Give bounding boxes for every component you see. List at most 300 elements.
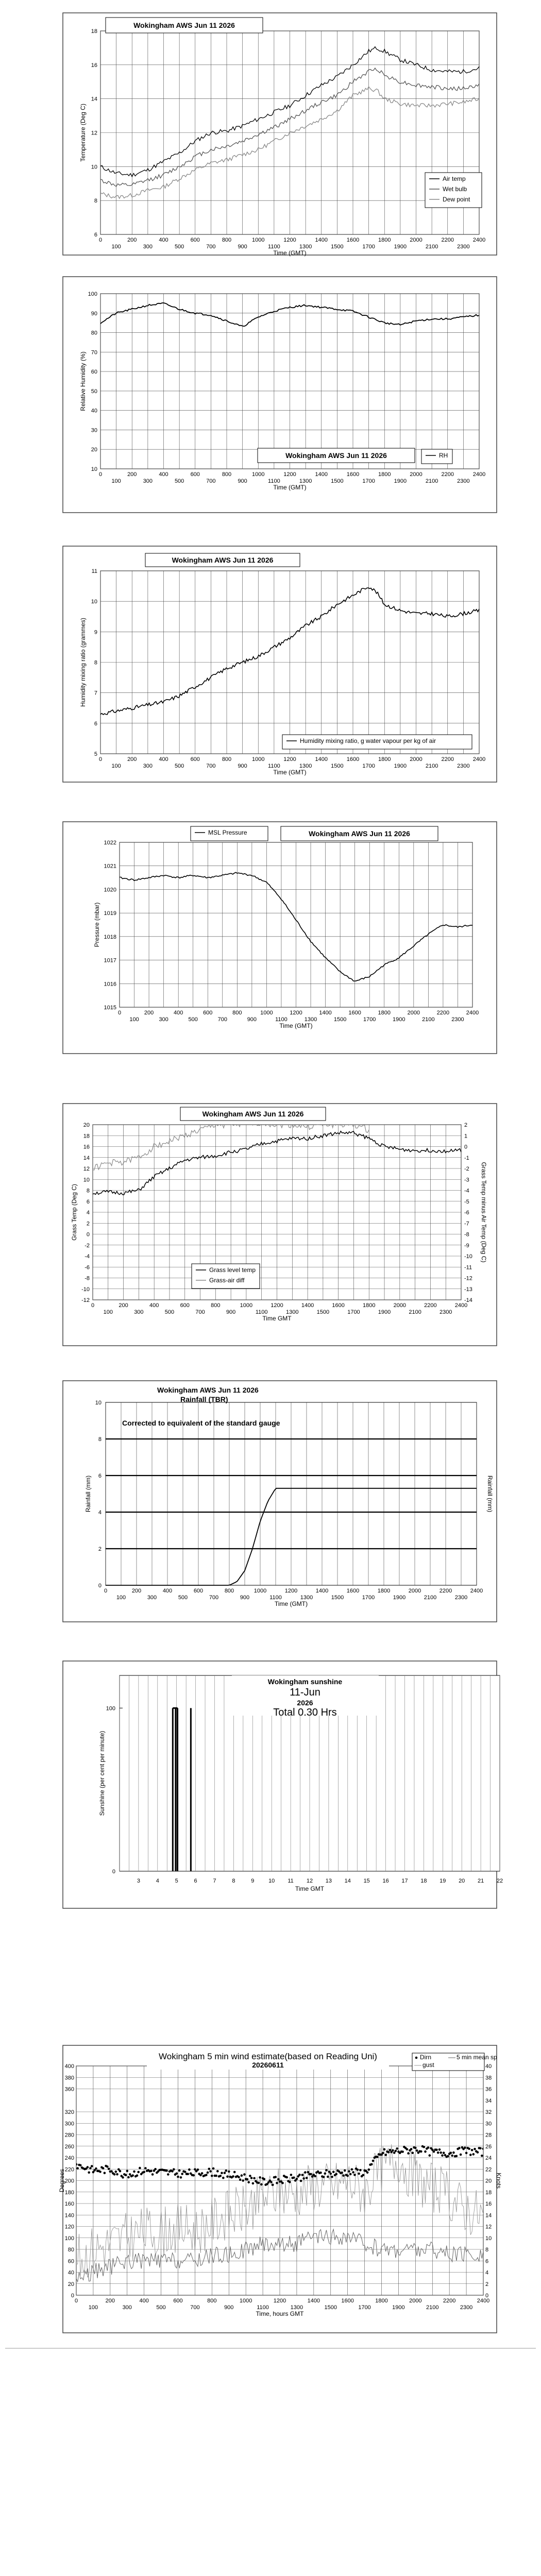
direction-point: [224, 2172, 226, 2174]
direction-point: [139, 2167, 141, 2170]
direction-point: [79, 2164, 82, 2167]
x-tick-label: 2400: [472, 237, 486, 243]
x-tick-label: 10: [268, 1878, 275, 1884]
x-axis-label: Time (GMT): [274, 1600, 308, 1607]
x-tick-label: 20: [459, 1878, 465, 1884]
direction-point: [106, 2165, 109, 2168]
y-axis-label: Degrees: [58, 2168, 65, 2193]
direction-point: [131, 2174, 134, 2177]
x-tick-label: 600: [190, 471, 200, 478]
y-right-tick-label: 26: [485, 2143, 492, 2150]
x-tick-label: 300: [134, 1309, 144, 1315]
x-tick-label: 100: [111, 478, 121, 484]
x-tick-label: 1600: [332, 1302, 345, 1309]
chart-title: Wokingham AWS Jun 11 2026: [172, 556, 274, 564]
y-tick-label: 10: [95, 1400, 102, 1406]
y-tick-label: 16: [83, 1144, 90, 1150]
chart-title: Wokingham AWS Jun 11 2026: [133, 21, 235, 29]
direction-point: [455, 2155, 458, 2158]
direction-point: [184, 2171, 187, 2173]
y-right-tick-label: -13: [464, 1286, 472, 1293]
x-tick-label: 1600: [341, 2298, 354, 2304]
direction-point: [438, 2148, 441, 2151]
x-tick-label: 300: [143, 478, 153, 484]
direction-point: [211, 2175, 213, 2177]
x-tick-label: 16: [382, 1878, 389, 1884]
y-axis-label: Relative Humidity (%): [79, 351, 87, 411]
direction-point: [99, 2171, 102, 2173]
x-tick-label: 1600: [346, 237, 360, 243]
x-tick-label: 1000: [252, 471, 265, 478]
y-tick-label: -6: [84, 1264, 90, 1271]
direction-point: [302, 2177, 305, 2180]
y-tick-label: 14: [83, 1155, 90, 1161]
direction-point: [177, 2176, 179, 2178]
direction-point: [258, 2182, 260, 2184]
direction-point: [76, 2167, 79, 2170]
x-tick-label: 800: [222, 237, 232, 243]
direction-point: [468, 2148, 470, 2150]
x-tick-label: 200: [144, 1010, 154, 1016]
y-right-tick-label: -1: [464, 1155, 469, 1161]
x-tick-label: 1500: [316, 1309, 330, 1315]
direction-point: [427, 2146, 430, 2149]
x-tick-label: 2100: [425, 763, 438, 769]
direction-point: [412, 2151, 414, 2154]
chart-title: Wokingham AWS Jun 11 2026: [309, 829, 410, 838]
x-tick-label: 2400: [470, 1588, 483, 1594]
direction-point: [144, 2167, 147, 2170]
y-tick-label: 1016: [104, 981, 116, 988]
y-tick-label: -4: [84, 1253, 90, 1260]
y-right-tick-label: 40: [485, 2063, 492, 2070]
x-tick-label: 700: [190, 2304, 200, 2311]
x-tick-label: 200: [127, 756, 137, 762]
direction-point: [441, 2155, 444, 2157]
direction-point: [328, 2171, 331, 2173]
direction-point: [242, 2179, 244, 2182]
x-tick-label: 2200: [441, 237, 454, 243]
direction-point: [304, 2171, 307, 2174]
direction-point: [414, 2147, 417, 2149]
direction-point: [474, 2148, 476, 2150]
direction-point: [150, 2170, 153, 2173]
y-axis-label: Pressure (mbar): [93, 902, 100, 947]
direction-point: [451, 2155, 453, 2157]
x-tick-label: 2400: [472, 471, 486, 478]
y-axis-label: Sunshine (per cent per minute): [98, 1731, 106, 1816]
direction-point: [357, 2168, 359, 2171]
y-tick-label: 0: [71, 2293, 74, 2299]
x-tick-label: 1400: [315, 471, 328, 478]
x-tick-label: 2000: [410, 756, 422, 762]
x-tick-label: 1300: [300, 1595, 313, 1601]
direction-point: [346, 2175, 349, 2177]
y-right-tick-label: 30: [485, 2121, 492, 2127]
x-tick-label: 1500: [331, 1595, 344, 1601]
direction-point: [259, 2176, 261, 2179]
chart-title: Wokingham AWS Jun 11 2026: [202, 1110, 304, 1118]
x-tick-label: 15: [363, 1878, 370, 1884]
x-tick-label: 400: [162, 1588, 173, 1594]
chart-date: 11-Jun: [290, 1687, 320, 1698]
x-tick-label: 2100: [425, 478, 438, 484]
x-tick-label: 1300: [304, 1016, 317, 1023]
x-tick-label: 4: [156, 1878, 159, 1884]
x-tick-label: 1800: [377, 1588, 391, 1594]
y-tick-label: 11: [91, 568, 97, 574]
x-tick-label: 200: [127, 237, 137, 243]
direction-point: [249, 2175, 251, 2177]
x-tick-label: 1700: [358, 2304, 371, 2311]
direction-point: [383, 2148, 386, 2151]
direction-point: [108, 2168, 110, 2171]
direction-point: [154, 2168, 157, 2171]
y-right-tick-label: 14: [485, 2212, 492, 2219]
x-tick-label: 200: [119, 1302, 128, 1309]
direction-point: [129, 2173, 131, 2176]
x-tick-label: 2200: [424, 1302, 437, 1309]
direction-point: [290, 2174, 293, 2176]
chart-total: Total 0.30 Hrs: [273, 1707, 337, 1718]
x-axis-label: Time (GMT): [273, 249, 307, 257]
x-tick-label: 600: [203, 1010, 213, 1016]
x-tick-label: 2000: [410, 471, 422, 478]
x-tick-label: 12: [306, 1878, 313, 1884]
x-tick-label: 5: [175, 1878, 178, 1884]
y-tick-label: 6: [94, 232, 97, 238]
direction-point: [435, 2148, 438, 2151]
chart-title: Wokingham AWS Jun 11 2026: [157, 1386, 259, 1394]
y-right-tick-label: -10: [464, 1253, 472, 1260]
x-axis-label: Time (GMT): [273, 769, 307, 776]
direction-point: [226, 2175, 229, 2178]
x-tick-label: 1700: [362, 244, 375, 250]
y-right-tick-label: 18: [485, 2189, 492, 2196]
direction-point: [250, 2177, 253, 2179]
direction-point: [293, 2177, 295, 2179]
x-tick-label: 500: [188, 1016, 198, 1023]
direction-point: [205, 2174, 208, 2176]
direction-point: [91, 2165, 93, 2167]
x-tick-label: 6: [194, 1878, 197, 1884]
direction-point: [115, 2171, 117, 2173]
y-right-tick-label: 2: [485, 2281, 489, 2287]
direction-point: [241, 2174, 243, 2177]
x-tick-label: 1900: [394, 244, 407, 250]
direction-point: [370, 2163, 373, 2166]
direction-point: [401, 2150, 404, 2153]
direction-point: [125, 2174, 127, 2176]
y-tick-label: 10: [91, 466, 97, 472]
x-tick-label: 0: [98, 756, 103, 762]
direction-point: [458, 2147, 461, 2149]
x-tick-label: 900: [224, 2304, 234, 2311]
direction-point: [102, 2167, 105, 2170]
x-tick-label: 2400: [477, 2298, 490, 2304]
y-tick-label: 4: [86, 1210, 90, 1216]
direction-point: [384, 2154, 387, 2156]
x-tick-label: 1800: [378, 756, 391, 762]
direction-point: [366, 2172, 369, 2174]
direction-point: [335, 2173, 337, 2176]
x-tick-label: 2000: [393, 1302, 407, 1309]
x-tick-label: 200: [105, 2298, 115, 2304]
y-axis-label: Grass Temp (Deg C): [71, 1184, 78, 1241]
y-right-tick-label: 20: [485, 2178, 492, 2184]
direction-point: [165, 2170, 168, 2172]
legend-entry: RH: [439, 452, 448, 459]
x-tick-label: 22: [496, 1878, 503, 1884]
y-tick-label: 6: [94, 720, 97, 727]
legend-entry: Dirn: [420, 2054, 432, 2061]
x-tick-label: 1600: [346, 756, 360, 762]
x-tick-label: 7: [213, 1878, 216, 1884]
x-tick-label: 1400: [315, 237, 328, 243]
x-tick-label: 9: [251, 1878, 255, 1884]
direction-point: [358, 2173, 360, 2175]
x-tick-label: 2300: [460, 2304, 473, 2311]
y-right-axis-label: Rainfall (mm): [486, 1475, 494, 1513]
x-tick-label: 2300: [457, 478, 470, 484]
direction-point: [460, 2154, 462, 2156]
legend-swatch: [415, 2057, 418, 2059]
legend-entry: Dew point: [443, 196, 470, 203]
direction-point: [219, 2175, 222, 2177]
chart-title: Wokingham 5 min wind estimate(based on Reading Uni): [159, 2052, 377, 2061]
direction-point: [188, 2168, 191, 2171]
chart-panel-4: [63, 822, 497, 1054]
y-tick-label: 12: [91, 130, 97, 137]
y-tick-label: 40: [91, 408, 97, 414]
x-tick-label: 2400: [454, 1302, 468, 1309]
direction-point: [225, 2170, 228, 2172]
x-tick-label: 0: [91, 1302, 95, 1309]
x-tick-label: 1400: [307, 2298, 320, 2304]
y-tick-label: 6: [98, 1473, 102, 1479]
direction-point: [406, 2148, 409, 2151]
y-right-tick-label: 12: [485, 2224, 492, 2230]
y-right-tick-label: 10: [485, 2235, 492, 2242]
y-tick-label: 200: [64, 2178, 74, 2184]
direction-point: [396, 2147, 398, 2150]
x-tick-label: 500: [178, 1595, 188, 1601]
x-tick-label: 700: [206, 763, 216, 769]
direction-point: [319, 2172, 322, 2174]
x-tick-label: 1000: [252, 237, 265, 243]
y-tick-label: 160: [64, 2201, 74, 2207]
y-tick-label: 18: [91, 28, 97, 35]
direction-point: [260, 2183, 263, 2186]
x-tick-label: 800: [207, 2298, 217, 2304]
x-tick-label: 1900: [394, 763, 407, 769]
direction-point: [143, 2171, 145, 2174]
direction-point: [310, 2173, 312, 2176]
x-tick-label: 400: [159, 756, 168, 762]
x-axis-label: Time GMT: [262, 1315, 292, 1322]
direction-point: [349, 2173, 352, 2176]
legend-entry: Air temp: [443, 175, 466, 182]
direction-point: [95, 2167, 97, 2170]
y-tick-label: 300: [64, 2121, 74, 2127]
y-tick-label: 8: [94, 198, 97, 205]
x-tick-label: 1200: [284, 1588, 298, 1594]
x-tick-label: 600: [190, 237, 200, 243]
direction-point: [87, 2166, 89, 2168]
y-tick-label: 5: [94, 751, 97, 757]
direction-point: [270, 2181, 273, 2183]
y-tick-label: 120: [64, 2224, 74, 2230]
direction-point: [469, 2154, 472, 2156]
x-tick-label: 2100: [425, 244, 438, 250]
x-tick-label: 800: [232, 1010, 242, 1016]
x-tick-label: 1500: [331, 478, 344, 484]
direction-point: [324, 2173, 327, 2175]
chart-title: Wokingham AWS Jun 11 2026: [285, 451, 387, 460]
direction-point: [452, 2151, 455, 2154]
x-tick-label: 400: [149, 1302, 159, 1309]
y-right-tick-label: 38: [485, 2075, 492, 2081]
y-tick-label: 1021: [104, 863, 116, 870]
x-tick-label: 1400: [319, 1010, 332, 1016]
x-tick-label: 200: [127, 471, 137, 478]
direction-point: [192, 2174, 195, 2177]
chart-panel-3: [63, 546, 497, 782]
x-tick-label: 300: [147, 1595, 157, 1601]
y-right-tick-label: -12: [464, 1275, 472, 1282]
x-tick-label: 1700: [362, 478, 375, 484]
y-tick-label: 360: [64, 2086, 74, 2093]
x-tick-label: 1500: [331, 763, 344, 769]
direction-point: [276, 2182, 278, 2184]
direction-point: [341, 2172, 343, 2174]
direction-point: [327, 2176, 329, 2178]
chart-panel-8: [58, 2045, 502, 2333]
x-tick-label: 1900: [393, 1016, 405, 1023]
direction-point: [410, 2148, 413, 2150]
x-tick-label: 600: [180, 1302, 190, 1309]
x-tick-label: 2400: [472, 756, 486, 762]
direction-point: [133, 2171, 136, 2173]
y-tick-label: 0: [98, 1583, 102, 1589]
y-axis-label: Humidity mixing ratio (grammes): [79, 618, 87, 707]
direction-point: [201, 2172, 204, 2175]
y-tick-label: -2: [84, 1242, 90, 1249]
direction-point: [277, 2178, 280, 2181]
x-tick-label: 300: [143, 763, 153, 769]
chart-title: Wokingham sunshine: [267, 1677, 343, 1686]
y-tick-label: 6: [86, 1198, 90, 1205]
x-tick-label: 0: [74, 2298, 78, 2304]
x-tick-label: 300: [159, 1016, 168, 1023]
x-tick-label: 13: [325, 1878, 332, 1884]
direction-point: [171, 2170, 174, 2173]
direction-point: [392, 2149, 394, 2152]
x-tick-label: 1200: [290, 1010, 302, 1016]
x-tick-label: 1700: [347, 1309, 360, 1315]
y-right-tick-label: 16: [485, 2201, 492, 2207]
direction-point: [197, 2168, 199, 2171]
direction-point: [314, 2175, 316, 2178]
x-tick-label: 1700: [362, 763, 375, 769]
direction-point: [307, 2171, 310, 2174]
direction-point: [443, 2151, 445, 2154]
y-tick-label: -8: [84, 1275, 90, 1282]
x-tick-label: 0: [98, 471, 103, 478]
x-tick-label: 2200: [439, 1588, 452, 1594]
direction-point: [359, 2169, 362, 2172]
x-tick-label: 2300: [457, 763, 470, 769]
chart-subtitle: 20260611: [252, 2061, 284, 2069]
x-tick-label: 1900: [378, 1309, 391, 1315]
x-tick-label: 1700: [363, 1016, 376, 1023]
chart-panel-2: [63, 277, 497, 513]
y-tick-label: 380: [64, 2075, 74, 2081]
direction-point: [330, 2173, 332, 2175]
direction-point: [194, 2168, 196, 2171]
x-axis-label: Time (GMT): [279, 1022, 313, 1029]
direction-point: [238, 2176, 240, 2178]
x-tick-label: 8: [232, 1878, 235, 1884]
x-tick-label: 100: [129, 1016, 139, 1023]
x-tick-label: 0: [98, 237, 103, 243]
direction-point: [352, 2171, 354, 2174]
x-tick-label: 1300: [299, 763, 312, 769]
x-tick-label: 3: [137, 1878, 140, 1884]
x-tick-label: 600: [173, 2298, 183, 2304]
direction-point: [325, 2169, 328, 2172]
legend-entry: Wet bulb: [443, 185, 467, 193]
x-tick-label: 1900: [393, 1595, 406, 1601]
direction-point: [306, 2177, 308, 2179]
x-tick-label: 1300: [299, 478, 312, 484]
direction-point: [481, 2155, 483, 2157]
direction-point: [272, 2183, 274, 2186]
x-tick-label: 0: [117, 1010, 122, 1016]
y-tick-label: 8: [94, 659, 97, 666]
x-tick-label: 17: [401, 1878, 408, 1884]
y-right-tick-label: 6: [485, 2258, 489, 2265]
x-tick-label: 1600: [346, 1588, 360, 1594]
y-tick-label: -12: [81, 1297, 90, 1303]
direction-point: [181, 2173, 183, 2175]
direction-point: [389, 2149, 392, 2151]
x-tick-label: 900: [240, 1595, 250, 1601]
y-tick-label: 30: [91, 427, 97, 434]
direction-point: [281, 2182, 284, 2184]
direction-point: [88, 2172, 90, 2174]
y-right-tick-label: -6: [464, 1210, 469, 1216]
x-tick-label: 1800: [375, 2298, 388, 2304]
x-tick-label: 1900: [392, 2304, 405, 2311]
direction-point: [477, 2151, 479, 2154]
x-tick-label: 1100: [269, 1595, 282, 1601]
y-tick-label: 80: [67, 2247, 74, 2253]
direction-point: [344, 2170, 346, 2172]
y-right-tick-label: -14: [464, 1297, 472, 1303]
direction-point: [387, 2151, 390, 2154]
y-tick-label: 20: [83, 1122, 90, 1128]
direction-point: [289, 2181, 291, 2183]
x-tick-label: 2200: [436, 1010, 450, 1016]
x-tick-label: 400: [159, 237, 168, 243]
chart-panel-5: [63, 1104, 497, 1346]
x-tick-label: 300: [122, 2304, 132, 2311]
x-tick-label: 600: [193, 1588, 204, 1594]
y-tick-label: 8: [98, 1436, 102, 1443]
x-tick-label: 1300: [299, 244, 312, 250]
direction-point: [395, 2150, 397, 2153]
